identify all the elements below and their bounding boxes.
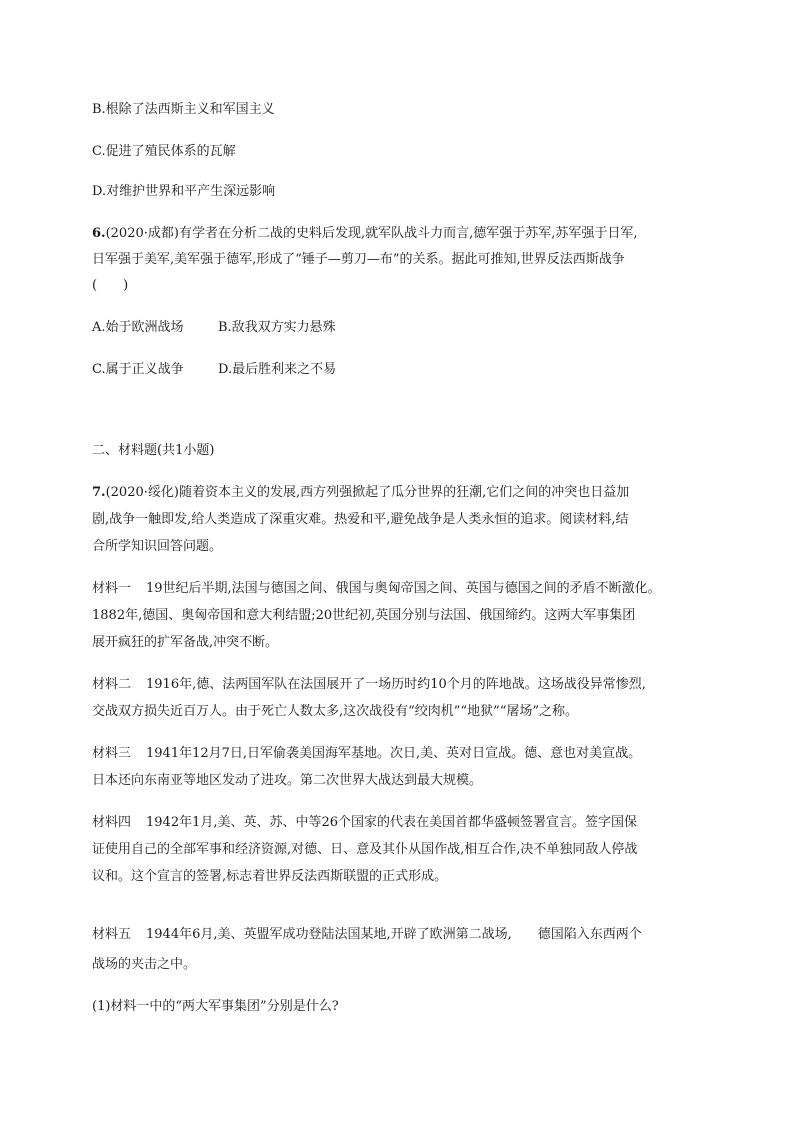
- material-3-label: 材料三: [92, 746, 132, 761]
- material-1-label: 材料一: [92, 581, 132, 596]
- q6-option-b: B.敌我双方实力悬殊: [218, 320, 336, 335]
- q7-subquestion-1: (1)材料一中的“两大军事集团”分别是什么?: [92, 999, 339, 1014]
- q5-option-b: B.根除了法西斯主义和军国主义: [92, 102, 275, 117]
- q7-line-3: 合所学知识回答问题。: [92, 539, 223, 554]
- q5-option-d: D.对维护世界和平产生深远影响: [92, 184, 276, 199]
- q6-option-d: D.最后胜利来之不易: [218, 362, 337, 377]
- q6-number: 6.: [92, 226, 106, 241]
- material-4-line-3: 议和。这个宣言的签署,标志着世界反法西斯联盟的正式形成。: [92, 869, 448, 884]
- q6-line-1: [92, 224, 637, 244]
- material-2-line-1: [92, 675, 646, 695]
- q7-number: 7.: [92, 485, 106, 500]
- q7-stem-1: (2020·绥化)随着资本主义的发展,西方列强掀起了瓜分世界的狂潮,它们之间的冲突也日益加: [105, 485, 630, 500]
- q6-option-c: C.属于正义战争: [92, 362, 184, 377]
- material-3-line-2: 日本还向东南亚等地区发动了进攻。第二次世界大战达到最大规模。: [92, 773, 483, 788]
- q6-option-a: A.始于欧洲战场: [92, 320, 184, 335]
- q7-line-1: [92, 483, 629, 503]
- material-1-line-1: [92, 579, 661, 599]
- q6-line-3: ( ): [92, 278, 129, 293]
- material-1-line-2: 1882年,德国、奥匈帝国和意大利结盟;20世纪初,英国分别与法国、俄国缔约。这两大军事集团: [92, 608, 636, 623]
- material-5-label: 材料五: [92, 927, 132, 942]
- material-2-line-2: 交战双方损失近百万人。由于死亡人数太多,这次战役有“绞肉机”“地狱”“屠场”之称。: [92, 704, 579, 719]
- material-5-line-1: [92, 925, 642, 945]
- material-1-line-3: 展开疯狂的扩军备战,冲突不断。: [92, 635, 279, 650]
- material-4-line-1: [92, 813, 637, 833]
- material-5-text-1: 1944年6月,美、英盟军成功登陆法国某地,开辟了欧洲第二战场, 德国陷入东西两个: [146, 927, 642, 942]
- material-3-line-1: [92, 744, 641, 764]
- material-3-text-1: 1941年12月7日,日军偷袭美国海军基地。次日,美、英对日宣战。德、意也对美宣战。: [146, 746, 642, 761]
- q6-stem-1: (2020·成都)有学者在分析二战的史料后发现,就军队战斗力而言,德军强于苏军,苏军强于日军,: [105, 226, 638, 241]
- material-4-line-2: 证使用自己的全部军事和经济资源,对德、日、意及其仆从国作战,相互合作,决不单独同敌人停战: [92, 842, 638, 857]
- material-5-line-2: 战场的夹击之中。: [92, 957, 197, 972]
- material-4-text-1: 1942年1月,美、英、苏、中等26个国家的代表在美国首都华盛顿签署宣言。签字国保: [146, 815, 638, 830]
- q6-options-row-1: [92, 318, 336, 338]
- material-1-text-1: 19世纪后半期,法国与德国之间、俄国与奥匈帝国之间、英国与德国之间的矛盾不断激化。: [146, 581, 661, 596]
- q6-line-2: 日军强于美军,美军强于德军,形成了“锤子—剪刀—布”的关系。据此可推知,世界反法西斯战争: [92, 252, 625, 267]
- section-heading: 二、材料题(共1小题): [92, 443, 215, 458]
- material-2-text-1: 1916年,德、法两国军队在法国展开了一场历时约10个月的阵地战。这场战役异常惨烈,: [146, 677, 646, 692]
- q7-line-2: 剧,战争一触即发,给人类造成了深重灾难。热爱和平,避免战争是人类永恒的追求。阅读材料,结: [92, 512, 629, 527]
- material-4-label: 材料四: [92, 815, 132, 830]
- q5-option-c: C.促进了殖民体系的瓦解: [92, 144, 236, 159]
- q6-options-row-2: [92, 360, 336, 380]
- material-2-label: 材料二: [92, 677, 132, 692]
